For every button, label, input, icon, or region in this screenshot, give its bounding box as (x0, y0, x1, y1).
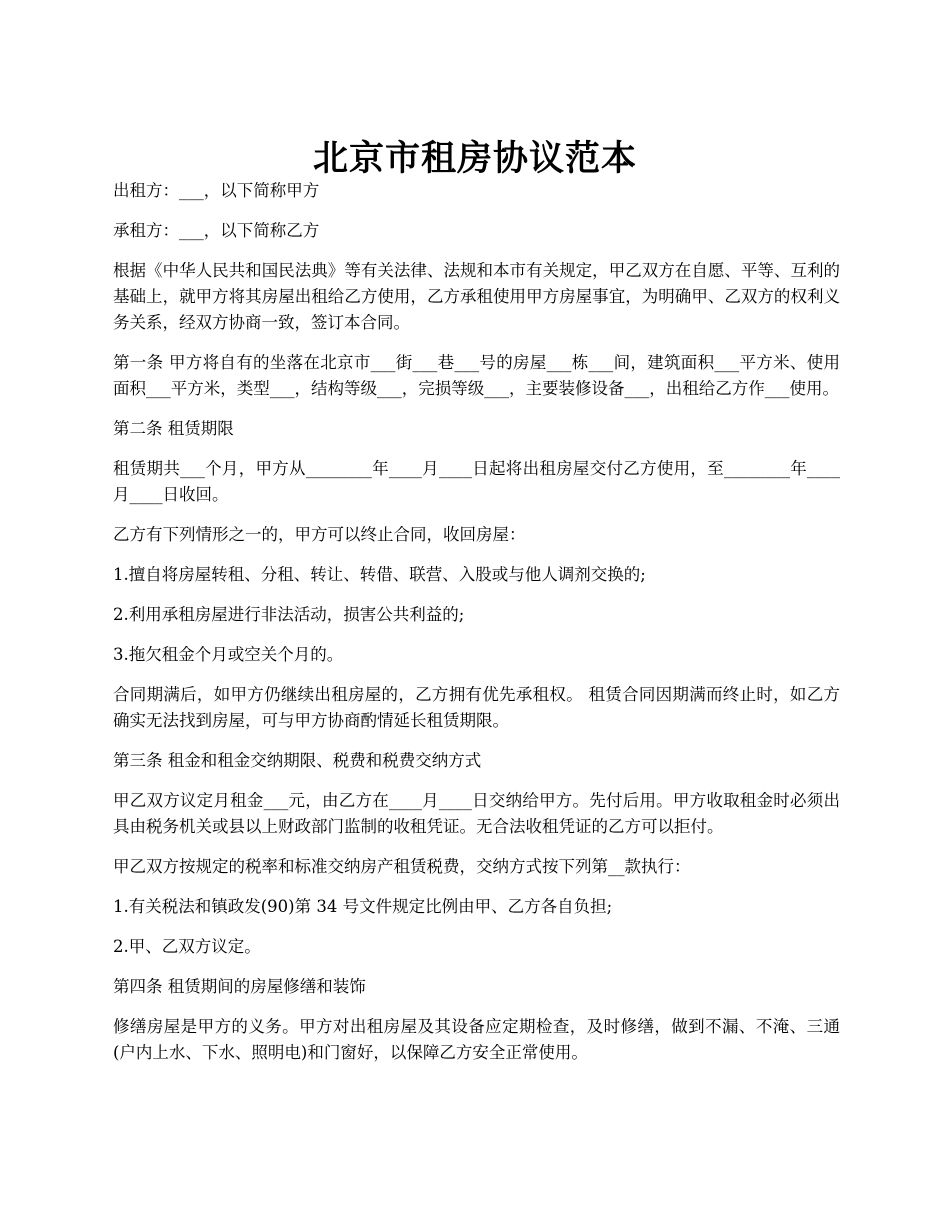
list-item-termination-1: 1.擅自将房屋转租、分租、转让、转借、联营、入股或与他人调剂交换的; (113, 565, 646, 584)
paragraph-tax-intro: 甲乙双方按规定的税率和标准交纳房产租赁税费，交纳方式按下列第__款执行： (113, 857, 691, 876)
paragraph-termination-intro: 乙方有下列情形之一的，甲方可以终止合同，收回房屋： (113, 525, 526, 544)
document-title: 北京市租房协议范本 (312, 138, 637, 180)
paragraph-preamble: 根据《中华人民共和国民法典》等有关法律、法规和本市有关规定，甲乙双方在自愿、平等、互利的基础上，就甲方将其房屋出租给乙方使用，乙方承租使用甲方房屋事宜，为明确甲、乙双方的权利义务关系，经双方协商一致，签订本合同。 (113, 261, 840, 332)
paragraph-lessee: 承租方：___，以下简称乙方 (113, 221, 320, 240)
heading-article-4: 第四条 租赁期间的房屋修缮和装饰 (113, 977, 366, 996)
list-item-tax-2: 2.甲、乙双方议定。 (113, 937, 261, 956)
paragraph-renewal: 合同期满后，如甲方仍继续出租房屋的，乙方拥有优先承租权。 租赁合同因期满而终止时，如乙方确实无法找到房屋，可与甲方协商酌情延长租赁期限。 (113, 685, 840, 730)
paragraph-rent: 甲乙双方议定月租金___元，由乙方在____月____日交纳给甲方。先付后用。甲方收取租金时必须出具由税务机关或县以上财政部门监制的收租凭证。无合法收租凭证的乙方可以拒付。 (113, 791, 840, 836)
list-item-termination-3: 3.拖欠租金个月或空关个月的。 (113, 645, 344, 664)
paragraph-lessor: 出租方：___，以下简称甲方 (113, 181, 320, 200)
document-body (113, 178, 840, 1080)
list-item-termination-2: 2.利用承租房屋进行非法活动，损害公共利益的; (113, 605, 465, 624)
paragraph-article-1: 第一条 甲方将自有的坐落在北京市___街___巷___号的房屋___栋___间，建筑面积___平方米、使用面积___平方米，类型___，结构等级___，完损等级___，主要装修设备___，出租给乙方作___使用。 (113, 353, 840, 398)
paragraph-repairs: 修缮房屋是甲方的义务。甲方对出租房屋及其设备应定期检查，及时修缮，做到不漏、不淹、三通(户内上水、下水、照明电)和门窗好，以保障乙方安全正常使用。 (113, 1017, 840, 1062)
heading-article-3: 第三条 租金和租金交纳期限、税费和税费交纳方式 (113, 751, 482, 770)
paragraph-lease-term: 租赁期共___个月，甲方从________年____月____日起将出租房屋交付乙方使用，至________年____月____日收回。 (113, 459, 840, 504)
list-item-tax-1: 1.有关税法和镇政发(90)第 34 号文件规定比例由甲、乙方各自负担; (113, 897, 613, 916)
heading-article-2: 第二条 租赁期限 (113, 419, 234, 438)
